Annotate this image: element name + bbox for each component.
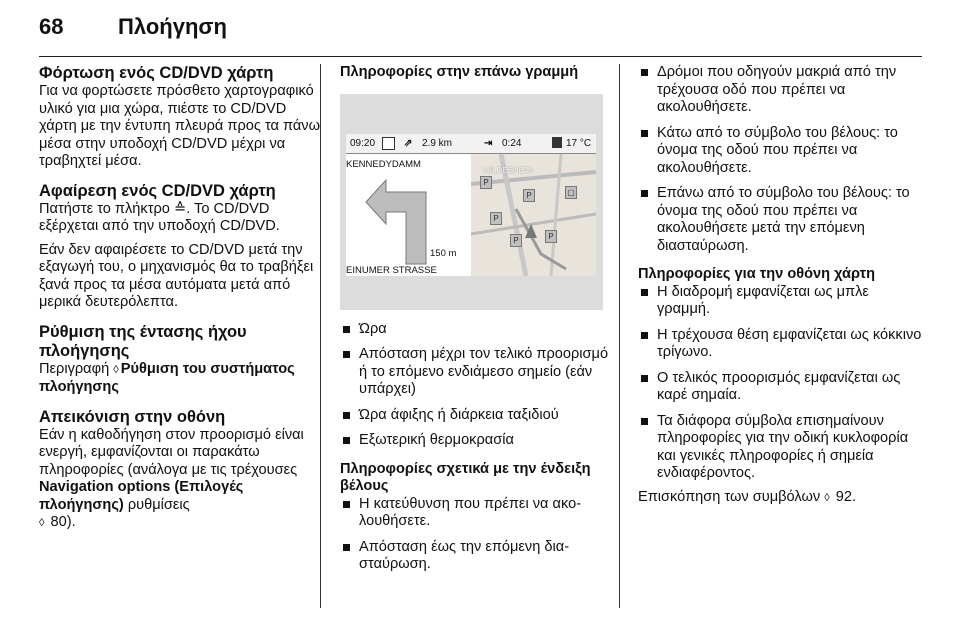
bullet-icon [343, 351, 350, 358]
figure-street-top: KENNEDYDAMM [346, 158, 421, 170]
cross-reference-icon: ◊ [824, 491, 830, 504]
bullet-icon [343, 544, 350, 551]
figure-turn-distance: 150 m [430, 247, 457, 259]
figure-map-city: HILDESHEIM [484, 165, 533, 175]
section-title-screen-display: Απεικόνιση στην οθόνη [39, 407, 226, 426]
section-body-load-map-cd: Για να φορτώσετε πρόσθετο χαρτογραφικό υλικό για μια χώρα, πιέστε το CD/DVD χάρτη με την έντυπη πλευρά προς τα πάνω μέσα στην υποδοχή CD/DVD μέχρι να τραβηχτεί μέσα. [39, 83, 320, 169]
page-title: Πλοήγηση [118, 14, 227, 39]
bullet-icon [641, 289, 648, 296]
poi-parking-icon: P [545, 230, 557, 243]
page-reference-link[interactable]: 92. [835, 488, 857, 505]
column-1 [39, 64, 324, 533]
route-icon: ⇗ [404, 137, 413, 149]
section-body-remove-map-cd: Πατήστε το πλήκτρο ≙. Το CD/DVD εξέρχεται από την υποδοχή CD/DVD. [39, 200, 280, 234]
bullet-icon [343, 437, 350, 444]
poi-parking-icon: P [490, 212, 502, 225]
bullet-icon [641, 332, 648, 339]
section-body-nav-volume: Περιγραφή ◊ Ρύθμιση του συστήματος πλοήγησης [39, 360, 295, 395]
cross-reference-icon: ◊ [113, 363, 119, 376]
list-item: Η τρέχουσα θέση εμφανίζεται ως κόκκινο τρίγωνο. [638, 327, 923, 362]
figure-temperature: 17 °C [566, 137, 592, 149]
bullet-icon [343, 501, 350, 508]
nav-options-term: Navigation options (Επιλογές πλοήγησης) [39, 479, 244, 513]
poi-generic-icon: ▢ [565, 186, 577, 199]
figure-distance: 2.9 km [422, 137, 453, 149]
header-divider [39, 56, 922, 57]
list-item: Ώρα [340, 321, 620, 339]
bullet-icon [641, 130, 648, 137]
section-title-remove-map-cd: Αφαίρεση ενός CD/DVD χάρτη [39, 181, 276, 200]
page-header [0, 0, 960, 58]
bullet-icon [343, 412, 350, 419]
map-screen-info-heading: Πληροφορίες για την οθόνη χάρτη [638, 266, 876, 282]
eject-key-icon: ≙ [173, 200, 187, 217]
column-2 [340, 64, 620, 574]
list-item: Απόσταση έως την επόμενη διασταύρωση. [340, 539, 620, 574]
list-item: Η κατεύθυνση που πρέπει να ακολουθήσετε. [340, 496, 620, 531]
arrow-info-heading: Πληροφορίες σχετικά με την ένδειξη βέλους [340, 460, 591, 494]
list-item: Απόσταση μέχρι τον τελικό προορισμό ή το επόμενο ενδιάμεσο σημείο (εάν υπάρχει) [340, 346, 620, 399]
column-3 [638, 64, 923, 507]
bullet-icon [641, 375, 648, 382]
poi-parking-icon: P [480, 176, 492, 189]
list-item: Ώρα άφιξης ή διάρκεια ταξιδιού [340, 407, 620, 425]
symbols-overview-text: Επισκόπηση των συμβόλων ◊ 92. [638, 488, 857, 505]
thermometer-icon [552, 137, 562, 148]
arrival-flag-icon: ⇥ [484, 137, 493, 149]
section-title-nav-volume: Ρύθμιση της έντασης ήχου πλοήγησης [39, 322, 247, 360]
list-item: Η διαδρομή εμφανίζεται ως μπλε γραμμή. [638, 284, 923, 319]
list-item: Επάνω από το σύμβολο του βέλους: το όνομα της οδού που πρέπει να ακολουθήσετε μετά την επόμενη διασταύρωση. [638, 185, 923, 255]
page-reference-link[interactable]: 80). [50, 514, 76, 530]
map-screen-info-list [638, 284, 923, 483]
cross-reference-link[interactable]: Ρύθμιση του συστήματος πλοήγησης [39, 360, 295, 395]
list-item: Εξωτερική θερμοκρασία [340, 432, 620, 450]
section-body-screen-display: Εάν η καθοδήγηση στον προορισμό είναι ενεργή, εμφανίζονται οι παρακάτω πληροφορίες (ανάλογα με τις τρέχουσες Navigation options (Επιλογές πλοήγησης) ρυθμίσεις ◊ 80). [39, 426, 304, 530]
navigation-screen-figure [340, 94, 603, 310]
figure-status-bar [346, 134, 596, 154]
top-bar-info-list [340, 321, 620, 450]
clock-icon [382, 137, 395, 150]
arrow-info-list-continued [638, 64, 923, 255]
page-number: 68 [39, 14, 64, 39]
list-item: Δρόμοι που οδηγούν μακριά από την τρέχουσα οδό που πρέπει να ακολουθήσετε. [638, 64, 923, 117]
section-body-remove-map-cd-2: Εάν δεν αφαιρέσετε το CD/DVD μετά την εξαγωγή του, ο μηχανισμός θα το τραβήξει ξανά προς τα μέσα αυτόματα μετά από μερικά δευτερόλεπτα. [39, 241, 314, 310]
bullet-icon [641, 418, 648, 425]
figure-duration: 0:24 [502, 137, 522, 149]
list-item: Τα διάφορα σύμβολα επισημαίνουν πληροφορίες για την οδική κυκλοφορία και γενικές πληροφορίες ή σημεία ενδιαφέροντος. [638, 413, 923, 483]
figure-time: 09:20 [350, 137, 376, 149]
cross-reference-icon: ◊ [39, 517, 45, 529]
bullet-icon [641, 69, 648, 76]
poi-parking-icon: P [510, 234, 522, 247]
section-title-load-map-cd: Φόρτωση ενός CD/DVD χάρτη [39, 64, 274, 82]
list-item: Ο τελικός προορισμός εμφανίζεται ως καρέ σημαία. [638, 370, 923, 405]
top-bar-info-heading: Πληροφορίες στην επάνω γραμμή [340, 64, 579, 80]
bullet-icon [343, 326, 350, 333]
bullet-icon [641, 190, 648, 197]
poi-parking-icon: P [523, 189, 535, 202]
figure-street-bottom: EINUMER STRASSE [346, 264, 437, 276]
arrow-info-list [340, 496, 620, 574]
list-item: Κάτω από το σύμβολο του βέλους: το όνομα της οδού που πρέπει να ακολουθήσετε. [638, 125, 923, 178]
